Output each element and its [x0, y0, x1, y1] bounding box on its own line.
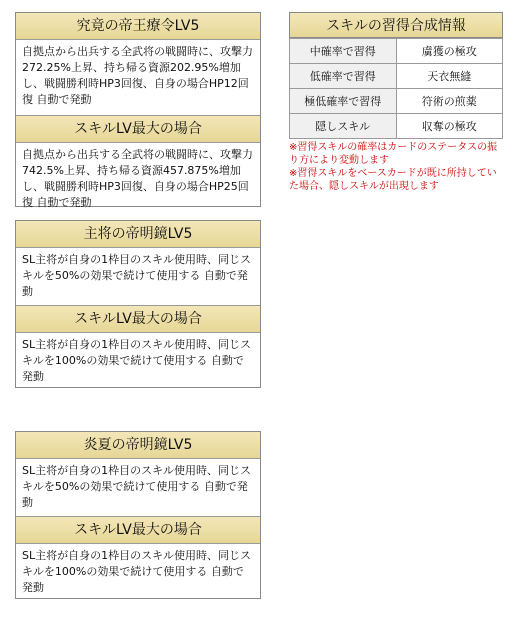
skill-description: SL主将が自身の1枠目のスキル使用時、同じスキルを50%の効果で続けて使用する 自動で発動: [22, 253, 251, 298]
skill-title: 炎夏の帝明鏡LV5: [16, 432, 260, 459]
acquire-skill: 符術の煎薬: [396, 89, 503, 114]
acquire-label: 極低確率で習得: [290, 89, 397, 114]
skill-title: 究竟の帝王療令LV5: [16, 13, 260, 40]
skill-description: SL主将が自身の1枠目のスキル使用時、同じスキルを50%の効果で続けて使用する 自動で発動: [22, 464, 251, 509]
table-row: [290, 64, 503, 89]
acquire-note: ※習得スキルをベースカードが既に所持していた場合、隠しスキルが出現します: [289, 168, 497, 192]
skill-card-1: [15, 12, 261, 207]
table-row: [290, 89, 503, 114]
acquire-title: スキルの習得合成情報: [289, 12, 503, 38]
table-row: [290, 39, 503, 64]
skill-card-3: [15, 431, 261, 599]
acquire-skill: 天衣無縫: [396, 64, 503, 89]
acquire-skill: 収奪の極攻: [396, 114, 503, 139]
table-row: [290, 114, 503, 139]
skill-title: 主将の帝明鏡LV5: [16, 221, 260, 248]
skill-max-title: スキルLV最大の場合: [16, 115, 260, 143]
skill-max-title: スキルLV最大の場合: [16, 516, 260, 544]
skill-max-title: スキルLV最大の場合: [16, 305, 260, 333]
acquire-note: ※習得スキルの確率はカードのステータスの振り方により変動します: [289, 142, 498, 166]
acquire-label: 中確率で習得: [290, 39, 397, 64]
acquire-label: 隠しスキル: [290, 114, 397, 139]
skill-max-description: 自拠点から出兵する全武将の戦闘時に、攻撃力742.5%上昇、持ち帰る資源457.875%増加し、戦闘勝利時HP3回復、自身の場合HP25回復 自動で発動: [22, 148, 253, 209]
acquire-table: [289, 38, 503, 139]
skill-description: 自拠点から出兵する全武将の戦闘時に、攻撃力272.25%上昇、持ち帰る資源202.95%増加し、戦闘勝利時HP3回復、自身の場合HP12回復 自動で発動: [22, 45, 253, 106]
acquire-notes: [289, 141, 503, 193]
acquire-skill: 虜獲の極攻: [396, 39, 503, 64]
skill-max-description: SL主将が自身の1枠目のスキル使用時、同じスキルを100%の効果で続けて使用する 自動で発動: [22, 549, 251, 594]
skill-card-2: [15, 220, 261, 388]
acquire-info-panel: [289, 12, 503, 193]
skill-max-description: SL主将が自身の1枠目のスキル使用時、同じスキルを100%の効果で続けて使用する 自動で発動: [22, 338, 251, 383]
acquire-label: 低確率で習得: [290, 64, 397, 89]
